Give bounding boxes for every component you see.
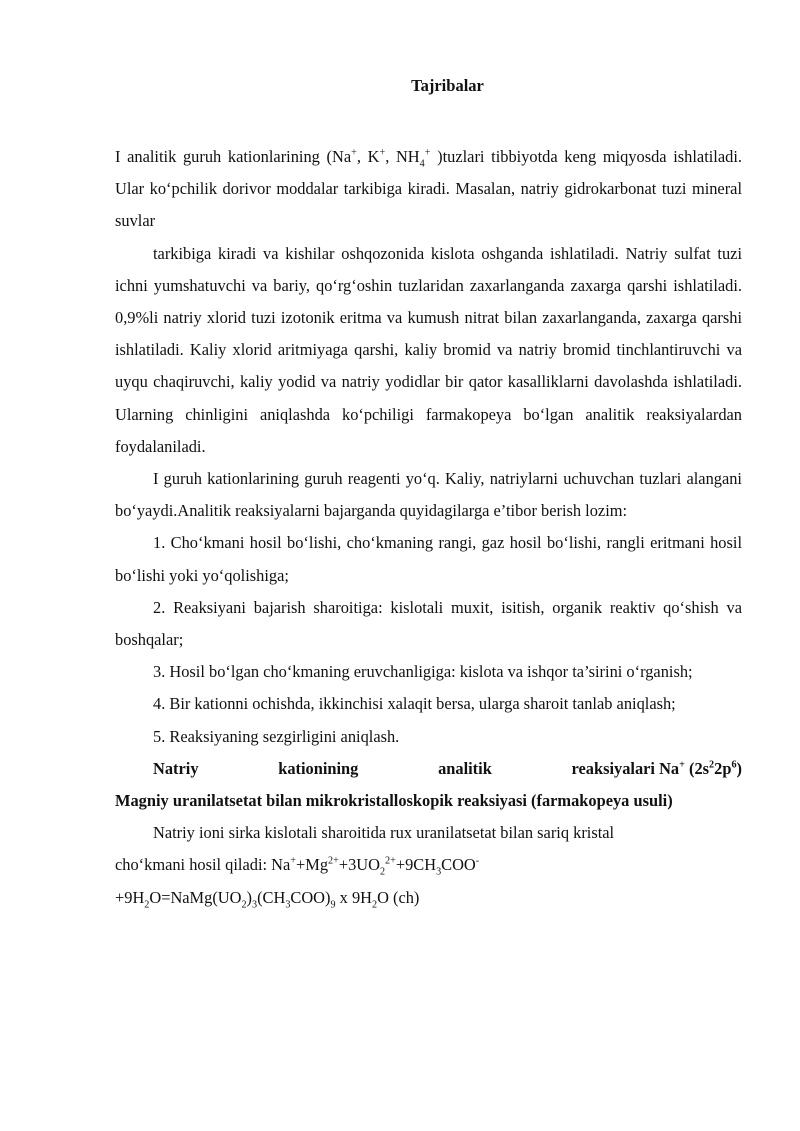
superscript: 2+ [328, 856, 339, 867]
heading-word: analitik [438, 758, 492, 778]
equation-line-1 [115, 849, 742, 881]
heading-text: (2s [684, 758, 710, 778]
eq-text: COO [441, 855, 476, 875]
subscript: 3 [285, 898, 291, 910]
paragraph-3: I guruh kationlarining guruh reagenti yo‘q. Kaliy, natriylarni uchuvchan tuzlari alangani bo‘yaydi.Analitik reaksiyalarni bajarganda quyidagilarga e’tibor berish lozim: [115, 469, 742, 521]
eq-text: +9CH [395, 855, 437, 875]
heading-text: reaksiyalari Na [571, 758, 680, 778]
subscript: 3 [436, 866, 442, 878]
heading-word [572, 753, 742, 785]
superscript: 6 [731, 759, 737, 771]
list-item-4: 4. Bir kationni ochishda, ikkinchisi xalaqit bersa, ularga sharoit tanlab aniqlash; [153, 694, 676, 714]
subscript: 2 [371, 898, 378, 910]
superscript: + [290, 856, 296, 867]
section-heading-line-2: Magniy uranilatsetat bilan mikrokristalloskopik reaksiyasi (farmakopeya usuli) [115, 791, 673, 811]
intro-text: I analitik guruh kationlarining (Na [115, 147, 352, 166]
eq-text: +Mg [296, 855, 329, 875]
subscript: 4 [419, 158, 425, 170]
eq-text: O=NaMg(UO [149, 887, 242, 907]
superscript: - [475, 856, 480, 867]
heading-text: ) [736, 758, 742, 778]
superscript: + [379, 147, 386, 159]
eq-text: +3UO [338, 855, 380, 875]
superscript: 2 [709, 759, 715, 771]
superscript: + [351, 147, 357, 159]
subscript: 3 [252, 898, 258, 910]
eq-text: (CH [257, 887, 286, 907]
eq-text: cho‘kmani hosil qiladi: Na [115, 855, 291, 875]
superscript: + [679, 759, 685, 771]
list-item-3: 3. Hosil bo‘lgan cho‘kmaning eruvchanligiga: kislota va ishqor ta’sirini o‘rganish; [153, 662, 693, 682]
list-item-1: 1. Cho‘kmani hosil bo‘lishi, cho‘kmaning rangi, gaz hosil bo‘lishi, rangli eritmani hosil bo‘lishi yoki yo‘qolishiga; [115, 533, 742, 585]
eq-text: O (ch) [377, 887, 420, 907]
heading-word: kationining [278, 758, 359, 778]
eq-text: +9H [115, 887, 145, 907]
intro-text: )tuzlari tibbiyotda keng miqyosda ishlatiladi. Ular ko‘pchilik dorivor moddalar tarkibiga kiradi. Masalan, natriy gidrokarbonat tuzi mineral suvlar [115, 147, 742, 231]
superscript: + [424, 147, 431, 159]
subscript: 2 [144, 898, 150, 910]
paragraph-2: tarkibiga kiradi va kishilar oshqozonida kislota oshganda ishlatiladi. Natriy sulfat tuzi ichni yumshatuvchi va bariy, qo‘rg‘oshin tuzlaridan zaxarlanganda zaxarga qarshi ishlatiladi. 0,9%li natriy xlorid tuzi izotonik eritma va kumush nitrat bilan zaxarlanganda, zaxarga qarshi ishlatiladi. Kaliy xlorid aritmiyaga qarshi, kaliy bromid va natriy bromid tinchlantiruvchi va uyqu chaqiruvchi, kaliy yodid va natriy yodidlar bir qator kasalliklarni davolashda ishlatiladi. Ularning chinligini aniqlashda ko‘pchiligi farmakopeya bo‘lgan analitik reaksiyalardan foydalaniladi. [115, 243, 742, 456]
intro-text: , NH [385, 147, 420, 166]
list-item-2: 2. Reaksiyani bajarish sharoitiga: kislotali muxit, isitish, organik reaktiv qo‘shish va boshqalar; [115, 597, 742, 650]
page-title: Tajribalar [411, 76, 484, 95]
section-heading-line-1 [115, 753, 742, 785]
eq-text: x 9H [335, 887, 372, 907]
superscript: 2+ [385, 856, 396, 867]
heading-word: Natriy [153, 758, 199, 778]
eq-text: ) [246, 887, 252, 907]
list-item-5: 5. Reaksiyaning sezgirligini aniqlash. [153, 726, 400, 746]
paragraph-4: Natriy ioni sirka kislotali sharoitida rux uranilatsetat bilan sariq kristal [153, 823, 615, 843]
subscript: 2 [379, 866, 386, 878]
intro-paragraph [115, 141, 742, 238]
heading-text: 2p [714, 758, 732, 778]
eq-text: COO) [290, 887, 331, 907]
subscript: 9 [330, 898, 336, 910]
subscript: 2 [241, 898, 247, 910]
document-body [115, 141, 742, 914]
equation-line-2 [115, 882, 742, 914]
intro-text: , K [356, 147, 380, 166]
